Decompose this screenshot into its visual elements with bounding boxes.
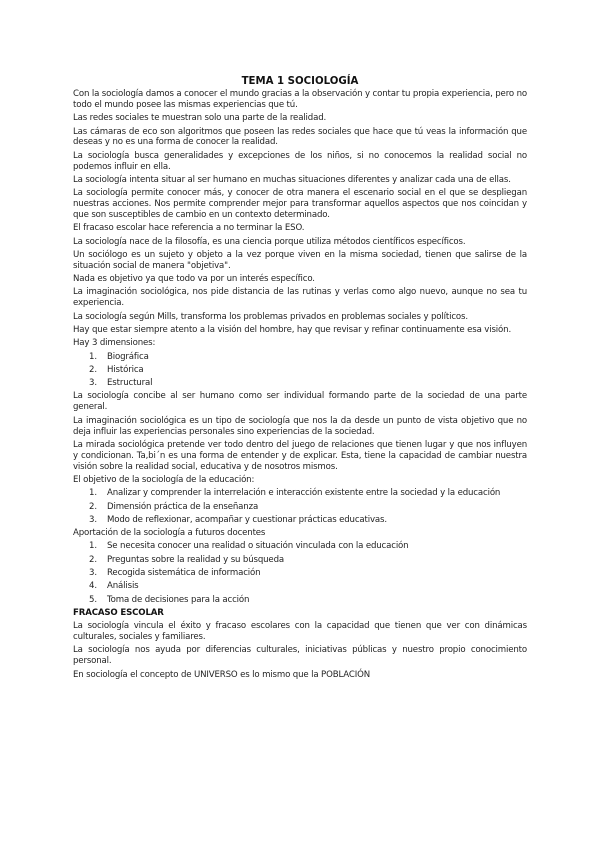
paragraph: Hay que estar siempre atento a la visión del hombre, hay que revisar y refinar continuamente esa visión. (73, 324, 512, 335)
list-item-number: 2. (89, 554, 97, 565)
paragraph: La imaginación sociológica, nos pide distancia de las rutinas y verlas como algo nuevo, aunque no sea tu experiencia. (73, 287, 527, 309)
paragraph: Las redes sociales te muestran solo una parte de la realidad. (73, 113, 327, 124)
paragraph: La imaginación sociológica es un tipo de sociología que nos la da desde un punto de vista objetivo que no deja influir las experiencias personales sino experiencias de la sociedad. (73, 415, 527, 437)
paragraph: Con la sociología damos a conocer el mundo gracias a la observación y contar tu propia experiencia, pero no todo el mundo posee las mismas experiencias que tú. (73, 89, 527, 110)
list-item-number: 4. (89, 581, 97, 592)
document-blocks (73, 89, 527, 680)
paragraph: La sociología según Mills, transforma los problemas privados en problemas sociales y políticos. (73, 311, 468, 322)
list-item-text: Preguntas sobre la realidad y su búsqueda (107, 554, 284, 565)
list-item-number: 3. (89, 514, 97, 525)
numbered-list (73, 541, 527, 605)
list-item-text: Toma de decisiones para la acción (107, 594, 250, 605)
paragraph: Las cámaras de eco son algoritmos que poseen las redes sociales que hace que tú veas la información que deseas y no es una forma de conocer la realidad. (73, 126, 527, 148)
list-item-number: 3. (89, 567, 97, 578)
document-body (73, 75, 527, 683)
list-item (73, 488, 527, 499)
document-title: TEMA 1 SOCIOLOGÍA (241, 76, 359, 87)
list-item-text: Dimensión práctica de la enseñanza (107, 501, 259, 512)
list-item-number: 2. (89, 364, 97, 375)
paragraph: El fracaso escolar hace referencia a no terminar la ESO. (73, 223, 305, 234)
paragraph: La sociología busca generalidades y excepciones de los niños, si no conocemos la realidad social no podemos influir en ella. (73, 150, 527, 172)
paragraph: Aportación de la sociología a futuros docentes (73, 528, 266, 539)
list-item-text: Modo de reflexionar, acompañar y cuestionar prácticas educativas. (107, 514, 387, 525)
paragraph: Hay 3 dimensiones: (73, 338, 156, 349)
numbered-list (73, 488, 527, 526)
list-item-text: Analizar y comprender la interrelación e interacción existente entre la sociedad y la educación (107, 488, 501, 499)
list-item-text: Se necesita conocer una realidad o situación vinculada con la educación (107, 541, 409, 552)
section-heading: FRACASO ESCOLAR (73, 607, 164, 618)
list-item-text: Análisis (107, 581, 139, 592)
list-item-text: Recogida sistemática de información (107, 567, 261, 578)
list-item-text: Biográfica (107, 351, 149, 362)
paragraph: En sociología el concepto de UNIVERSO es lo mismo que la POBLACIÓN (73, 669, 370, 680)
paragraph: La mirada sociológica pretende ver todo dentro del juego de relaciones que tienen lugar y que nos influyen y condicionan. Ta,bi´n es una forma de entender y de explicar. Esta, tiene la capacidad de cambiar nuestra visión sobre la realidad social, educativa y de nosotros mismos. (73, 439, 527, 472)
list-item (73, 595, 527, 606)
paragraph: La sociología nace de la filosofía, es una ciencia porque utiliza métodos científicos específicos. (73, 236, 466, 247)
list-item (73, 581, 527, 592)
paragraph: Un sociólogo es un sujeto y objeto a la vez porque viven en la misma sociedad, tienen que salirse de la situación social de manera "objetiva". (73, 249, 527, 271)
list-item (73, 352, 527, 363)
list-item-number: 1. (89, 488, 97, 499)
list-item (73, 555, 527, 566)
paragraph: La sociología vincula el éxito y fracaso escolares con la capacidad que tienen que ver con dinámicas culturales, sociales y familiares. (73, 621, 527, 643)
list-item (73, 541, 527, 552)
list-item-text: Estructural (107, 378, 153, 389)
paragraph: El objetivo de la sociología de la educación: (73, 474, 255, 485)
paragraph: Nada es objetivo ya que todo va por un interés específico. (73, 274, 315, 285)
list-item (73, 502, 527, 513)
list-item-number: 2. (89, 501, 97, 512)
list-item (73, 378, 527, 389)
list-item-number: 3. (89, 378, 97, 389)
numbered-list (73, 352, 527, 390)
list-item-number: 1. (89, 351, 97, 362)
paragraph: La sociología permite conocer más, y conocer de otra manera el escenario social en el que se despliegan nuestras acciones. Nos permite comprender mejor para transformar aquellos aspectos que nos coincidan y que son susceptibles de cambio en un contexto determinado. (73, 188, 527, 221)
list-item (73, 365, 527, 376)
list-item-number: 5. (89, 594, 97, 605)
list-item-text: Histórica (107, 364, 144, 375)
paragraph: La sociología intenta situar al ser humano en muchas situaciones diferentes y analizar cada una de ellas. (73, 174, 511, 185)
list-item (73, 568, 527, 579)
list-item-number: 1. (89, 541, 97, 552)
list-item (73, 515, 527, 526)
paragraph: La sociología concibe al ser humano como ser individual formando parte de la sociedad de una parte general. (73, 391, 527, 413)
paragraph: La sociología nos ayuda por diferencias culturales, iniciativas públicas y nuestro propio conocimiento personal. (73, 645, 527, 667)
